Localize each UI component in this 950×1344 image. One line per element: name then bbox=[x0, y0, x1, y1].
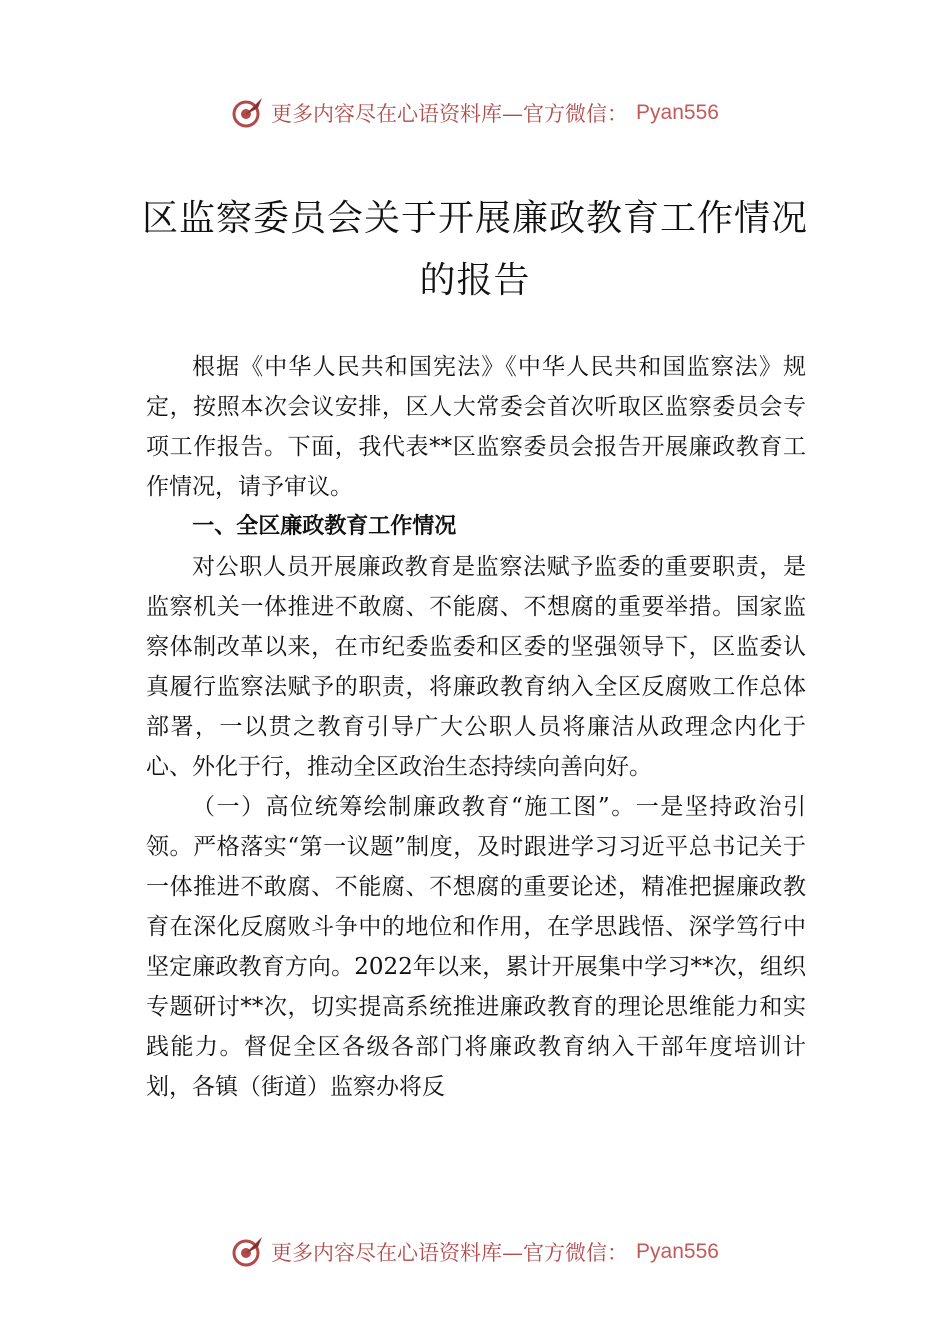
document-body bbox=[146, 347, 806, 1107]
quill-logo-icon bbox=[231, 96, 265, 130]
body-paragraph: 对公职人员开展廉政教育是监察法赋予监委的重要职责，是监察机关一体推进不敢腐、不能腐、不想腐的重要举措。国家监察体制改革以来，在市纪委监委和区委的坚强领导下，区监委认真履行监察法赋予的职责，将廉政教育纳入全区反腐败工作总体部署，一以贯之教育引导广大公职人员将廉洁从政理念内化于心、外化于行，推动全区政治生态持续向善向好。 bbox=[146, 554, 806, 780]
watermark-banner-bottom bbox=[0, 1232, 950, 1272]
document-title bbox=[120, 188, 830, 312]
title-line-2: 的报告 bbox=[419, 260, 531, 301]
watermark-text: 更多内容尽在心语资料库—官方微信： bbox=[271, 102, 629, 126]
watermark-banner-top bbox=[0, 93, 950, 133]
watermark-wechat-id: Pyan556 bbox=[636, 1240, 719, 1263]
watermark-text: 更多内容尽在心语资料库—官方微信： bbox=[271, 1241, 629, 1265]
intro-paragraph: 根据《中华人民共和国宪法》《中华人民共和国监察法》规定，按照本次会议安排，区人大常委会首次听取区监察委员会专项工作报告。下面，我代表**区监察委员会报告开展廉政教育工作情况，请予审议。 bbox=[146, 354, 806, 500]
section-heading: 一、全区廉政教育工作情况 bbox=[192, 514, 457, 539]
title-line-1: 区监察委员会关于开展廉政教育工作情况 bbox=[141, 198, 808, 239]
quill-logo-icon bbox=[231, 1235, 265, 1269]
body-paragraph: （一）高位统筹绘制廉政教育“施工图”。一是坚持政治引领。严格落实“第一议题”制度，及时跟进学习习近平总书记关于一体推进不敢腐、不能腐、不想腐的重要论述，精准把握廉政教育在深化反腐败斗争中的地位和作用，在学思践悟、深学笃行中坚定廉政教育方向。2022年以来，累计开展集中学习**次，组织专题研讨**次，切实提高系统推进廉政教育的理论思维能力和实践能力。督促全区各级各部门将廉政教育纳入干部年度培训计划，各镇（街道）监察办将反 bbox=[146, 794, 806, 1100]
watermark-wechat-id: Pyan556 bbox=[636, 101, 719, 124]
